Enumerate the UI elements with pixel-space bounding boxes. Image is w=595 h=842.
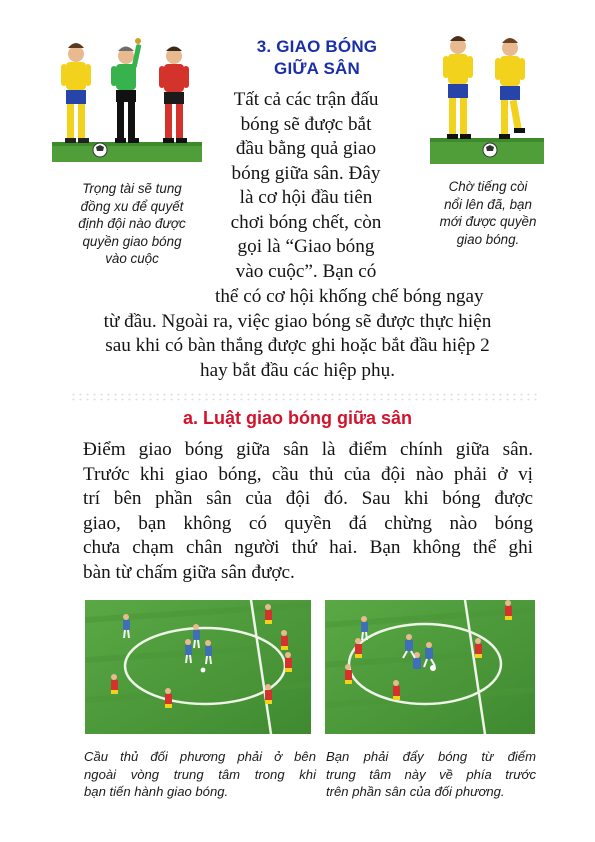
rules-line: giao, bạn không có quyền đá chừng nào bóng bbox=[83, 512, 533, 534]
caption-line: bạn tiến hành giao bóng. bbox=[84, 784, 229, 799]
coin-toss-illustration bbox=[48, 34, 206, 168]
rules-paragraph bbox=[83, 438, 533, 585]
continuation-line: thể có cơ hội khống chế bóng ngay bbox=[215, 286, 484, 307]
intro-paragraph-column bbox=[216, 88, 396, 284]
intro-line: Tất cả các trận đấu bbox=[233, 89, 379, 110]
rules-line: trí bên phần sân của đội đó. Sau khi bóng được bbox=[83, 488, 533, 509]
rules-line: Điểm giao bóng giữa sân là điểm chính giữa sân. bbox=[83, 439, 533, 460]
caption-line: mới được quyền bbox=[439, 214, 537, 229]
waiting-for-whistle-illustration bbox=[428, 28, 546, 168]
section-title bbox=[232, 36, 402, 80]
intro-line: gọi là “Giao bóng bbox=[237, 236, 375, 257]
photo-right-caption bbox=[326, 748, 536, 801]
intro-paragraph-continuation bbox=[0, 285, 595, 383]
intro-line: đầu bằng quả giao bbox=[235, 138, 377, 159]
section-title-line-1: 3. GIAO BÓNG bbox=[256, 37, 378, 56]
subsection-heading: a. Luật giao bóng giữa sân bbox=[182, 408, 413, 428]
caption-line: định đội nào được bbox=[78, 216, 186, 231]
caption-line: Cầu thủ đối phương phải ở bên bbox=[84, 749, 316, 764]
rules-line: Trước khi giao bóng, cầu thủ của đội nào phải ở vị bbox=[83, 463, 533, 485]
caption-line: Bạn phải đẩy bóng từ điểm bbox=[326, 749, 536, 764]
caption-line: ngoài vòng trung tâm trong khi bbox=[84, 766, 316, 782]
decorative-dotted-band bbox=[70, 392, 540, 402]
continuation-line: từ đầu. Ngoài ra, việc giao bóng sẽ được thực hiện bbox=[103, 310, 492, 332]
rules-line: chưa chạm chân người thứ hai. Bạn không thể ghi bbox=[83, 537, 533, 558]
caption-line: quyền giao bóng bbox=[82, 233, 182, 249]
caption-line: nổi lên đã, bạn bbox=[444, 196, 532, 212]
photo-left-caption bbox=[84, 748, 316, 801]
caption-line: giao bóng. bbox=[456, 231, 520, 247]
intro-line: bóng sẽ được bắt bbox=[240, 113, 372, 135]
kickoff-photo-right bbox=[325, 600, 535, 734]
caption-line: trên phần sân của đối phương. bbox=[326, 784, 505, 799]
intro-line: vào cuộc”. Bạn có bbox=[235, 260, 377, 282]
caption-line: Chờ tiếng còi bbox=[448, 179, 528, 194]
continuation-line: hay bắt đầu các hiệp phụ. bbox=[200, 359, 395, 381]
rules-line: bàn từ chấm giữa sân được. bbox=[83, 561, 295, 583]
intro-line: chơi bóng chết, còn bbox=[230, 211, 382, 233]
caption-line: đồng xu để quyết bbox=[80, 198, 184, 214]
whistle-caption bbox=[424, 178, 552, 248]
intro-line: bóng giữa sân. Đây bbox=[231, 162, 381, 184]
caption-line: vào cuộc bbox=[105, 251, 159, 266]
caption-line: trung tâm này về phía trước bbox=[326, 766, 536, 782]
section-title-line-2: GIỮA SÂN bbox=[274, 59, 360, 78]
centre-circle-photo-left bbox=[85, 600, 311, 734]
coin-toss-caption bbox=[56, 180, 208, 268]
intro-line: là cơ hội đầu tiên bbox=[239, 187, 373, 208]
caption-line: Trọng tài sẽ tung bbox=[82, 181, 182, 196]
continuation-line: sau khi có bàn thắng được ghi hoặc bắt đầu hiệp 2 bbox=[105, 335, 490, 356]
